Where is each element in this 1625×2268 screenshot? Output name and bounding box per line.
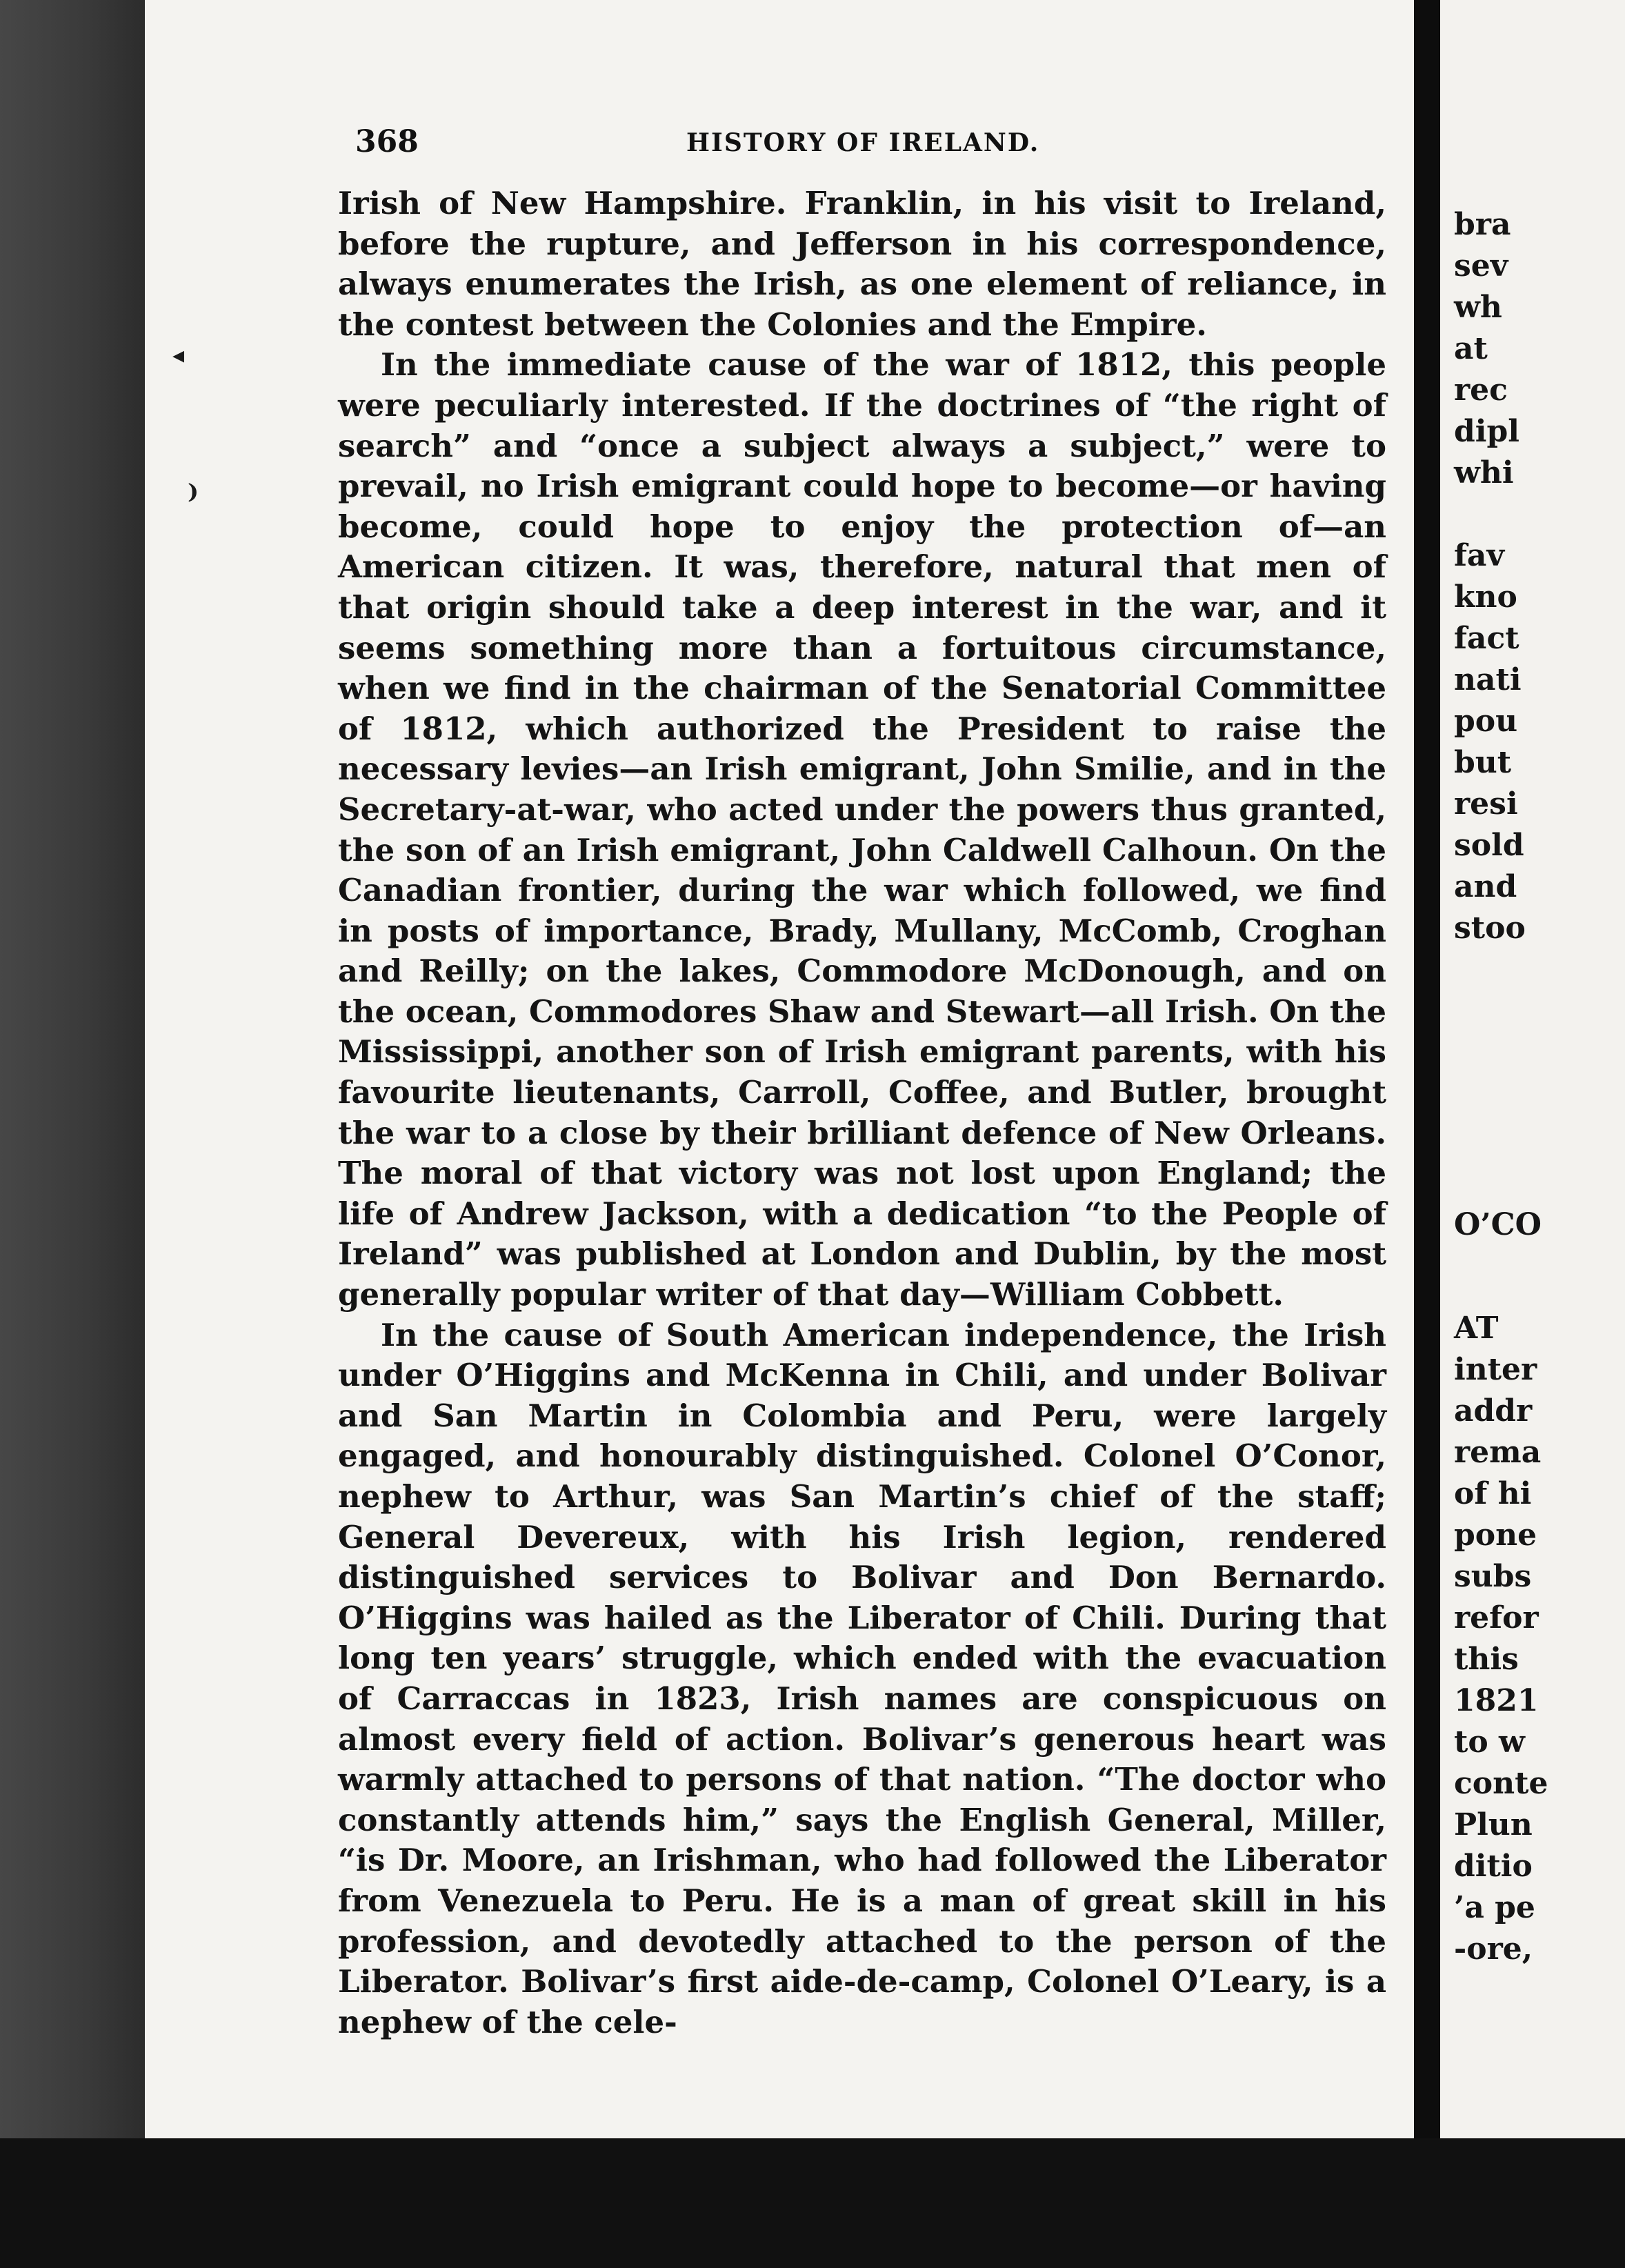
adjacent-text-fragment: inter xyxy=(1454,1352,1537,1387)
adjacent-text-fragment: addr xyxy=(1454,1393,1533,1429)
adjacent-text-fragment: sold xyxy=(1454,828,1524,863)
adjacent-text-fragment: pone xyxy=(1454,1518,1537,1553)
adjacent-text-fragment: rema xyxy=(1454,1435,1542,1470)
adjacent-text-fragment: refor xyxy=(1454,1600,1539,1635)
adjacent-text-fragment: and xyxy=(1454,869,1517,904)
page-header xyxy=(355,124,1397,166)
paragraph-1: Irish of New Hampshire. Franklin, in his visit to Ireland, before the rupture, and Jefferson in his correspondence, always enumerates the Irish, as one element of reliance, in the contest between the Colonies and the Empire. xyxy=(338,185,1386,343)
adjacent-text-fragment: fact xyxy=(1454,621,1519,656)
margin-mark-upper: ◂ xyxy=(172,341,185,369)
scan-left-shade xyxy=(0,0,145,2268)
scan-bottom-border xyxy=(0,2138,1625,2268)
adjacent-text-fragment: whi xyxy=(1454,455,1514,490)
adjacent-text-fragment: -ore, xyxy=(1454,1931,1533,1967)
adjacent-text-fragment: ditio xyxy=(1454,1849,1533,1884)
adjacent-text-fragment: fav xyxy=(1454,538,1505,573)
adjacent-text-fragment: at xyxy=(1454,331,1488,366)
adjacent-text-fragment: conte xyxy=(1454,1766,1548,1801)
adjacent-text-fragment: O’CO xyxy=(1454,1207,1542,1242)
adjacent-text-fragment: bra xyxy=(1454,207,1511,242)
adjacent-text-fragment: kno xyxy=(1454,579,1517,615)
adjacent-text-fragment: wh xyxy=(1454,290,1502,325)
adjacent-text-fragment: subs xyxy=(1454,1559,1532,1594)
adjacent-text-fragment: 1821 xyxy=(1454,1683,1539,1718)
paragraph-3: In the cause of South American independence, the Irish under O’Higgins and McKenna in Chili, and under Bolivar and San Martin in Colombia and Peru, were largely engaged, and honourably distinguished. Colonel O’Conor, nephew to Arthur, was San Martin’s chief of the staff; General Devereux, with his Irish legion, rendered distinguished services to Bolivar and Don Bernardo. O’Higgins was hailed as the Liberator of Chili. During that long ten years’ struggle, which ended with the evacuation of Carraccas in 1823, Irish names are conspicuous on almost every field of action. Bolivar’s generous heart was warmly attached to persons of that nation. “The doctor who constantly attends him,” says the English General, Miller, “is Dr. Moore, an Irishman, who had followed the Liberator from Venezuela to Peru. He is a man of great skill in his profession, and devotedly attached to the person of the Liberator. Bolivar’s first aide-de-camp, Colonel O’Leary, is a nephew of the cele- xyxy=(338,1316,1386,2040)
adjacent-text-fragment: of hi xyxy=(1454,1476,1532,1511)
margin-mark-lower: ⁾ xyxy=(188,476,199,520)
running-title: HISTORY OF IRELAND. xyxy=(686,128,1040,157)
paragraph-2: In the immediate cause of the war of 1812, this people were peculiarly interested. If the doctrines of “the right of search” and “once a subject always a subject,” were to prevail, no Irish emigrant could hope to become—or having become, could hope to enjoy the protection of—an American citizen. It was, therefore, natural that men of that origin should take a deep interest in the war, and it seems something more than a fortuitous circumstance, when we find in the chairman of the Senatorial Committee of 1812, which authorized the President to raise the necessary levies—an Irish emigrant, John Smilie, and in the Secretary-at-war, who acted under the powers thus granted, the son of an Irish emigrant, John Caldwell Calhoun. On the Canadian frontier, during the war which followed, we find in posts of importance, Brady, Mullany, McComb, Croghan and Reilly; on the lakes, Commodore McDonough, and on the ocean, Commodores Shaw and Stewart—all Irish. On the Mississippi, another son of Irish emigrant parents, with his favourite lieutenants, Carroll, Coffee, and Butler, brought the war to a close by their brilliant defence of New Orleans. The moral of that victory was not lost upon England; the life of Andrew Jackson, with a dedication “to the People of Ireland” was published at London and Dublin, by the most generally popular writer of that day—William Cobbett. xyxy=(338,346,1387,1313)
adjacent-text-fragment: stoo xyxy=(1454,911,1526,946)
page-gutter xyxy=(1414,0,1440,2268)
adjacent-text-fragment: Plun xyxy=(1454,1807,1533,1842)
adjacent-text-fragment: dipl xyxy=(1454,414,1519,449)
adjacent-text-fragment: ’a pe xyxy=(1454,1890,1535,1925)
adjacent-text-fragment: pou xyxy=(1454,704,1518,739)
adjacent-text-fragment: nati xyxy=(1454,662,1522,697)
scan-left-border xyxy=(0,0,145,2268)
page-number: 368 xyxy=(355,124,419,159)
adjacent-text-fragment: this xyxy=(1454,1642,1519,1677)
adjacent-text-fragment: resi xyxy=(1454,786,1518,822)
adjacent-text-fragment: AT xyxy=(1454,1311,1499,1346)
page-body xyxy=(338,183,1386,2042)
adjacent-text-fragment: rec xyxy=(1454,372,1508,408)
adjacent-text-fragment: but xyxy=(1454,745,1512,780)
adjacent-page-edge xyxy=(1440,0,1625,2268)
adjacent-text-fragment: to w xyxy=(1454,1724,1525,1760)
adjacent-text-fragment: sev xyxy=(1454,248,1508,284)
